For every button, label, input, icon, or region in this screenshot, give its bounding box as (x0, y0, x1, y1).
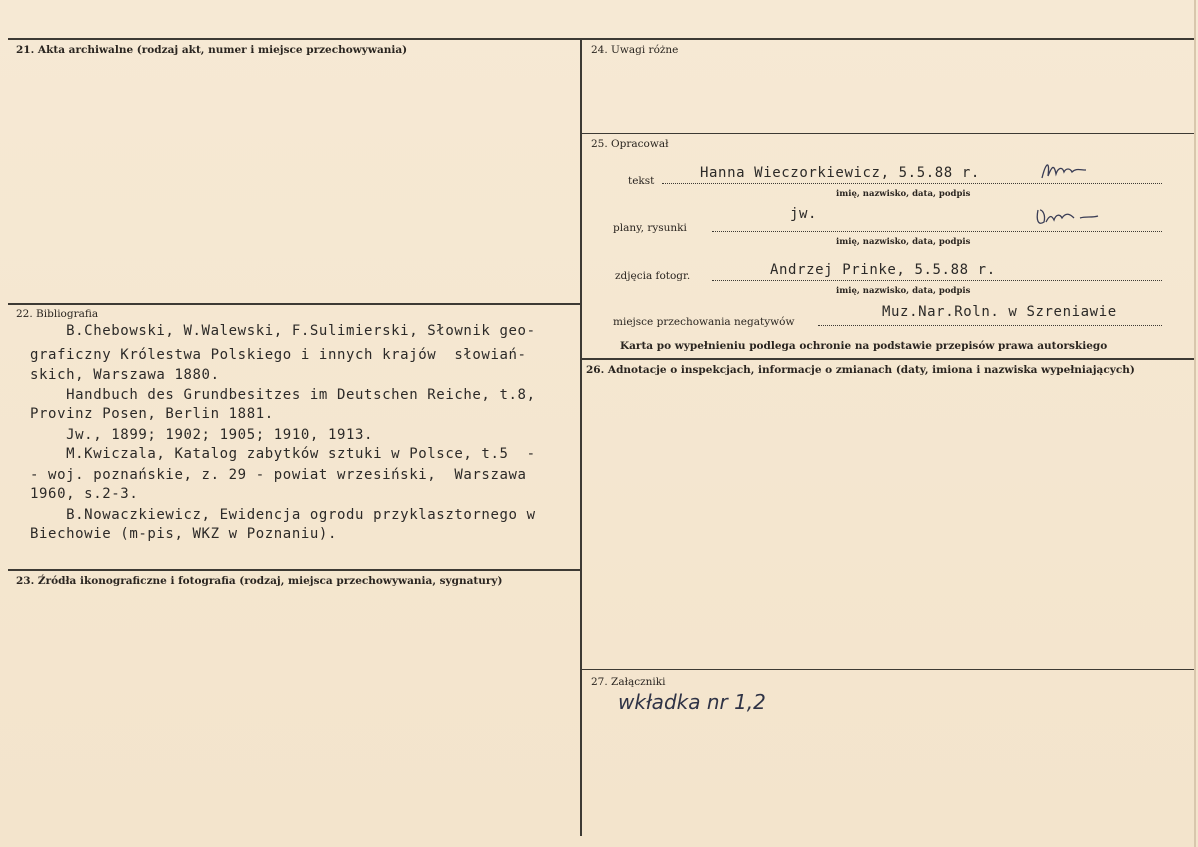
section-27-label: 27. Załączniki (591, 676, 666, 688)
section-25-label: 25. Opracował (591, 138, 669, 150)
copyright-note: Karta po wypełnieniu podlega ochronie na podstawie przepisów prawa autorskiego (620, 340, 1108, 352)
attachments-handwritten: wkładka nr 1,2 (618, 690, 766, 714)
divider-25-26 (582, 358, 1194, 360)
section-21-label: 21. Akta archiwalne (rodzaj akt, numer i miejsce przechowywania) (16, 44, 408, 56)
bibliography-line-6: Jw., 1899; 1902; 1905; 1910, 1913. (30, 427, 374, 443)
signature-scribble-2 (1034, 204, 1100, 230)
bibliography-line-5: Provinz Posen, Berlin 1881. (30, 406, 274, 422)
signature-plany (1034, 204, 1100, 230)
bibliography-line-3: skich, Warszawa 1880. (30, 367, 220, 383)
bibliography-line-4: Handbuch des Grundbesitzes im Deutschen Reiche, t.8, (30, 387, 536, 403)
bibliography-line-1: B.Chebowski, W.Walewski, F.Sulimierski, Słownik geo- (30, 323, 536, 339)
plany-line (712, 231, 1162, 232)
zdjecia-line (712, 280, 1162, 281)
zdjecia-value: Andrzej Prinke, 5.5.88 r. (770, 262, 996, 278)
tekst-label: tekst (628, 175, 655, 187)
center-divider (580, 38, 582, 836)
plany-label: plany, rysunki (613, 222, 687, 234)
negatywy-label: miejsce przechowania negatywów (613, 316, 795, 328)
zdjecia-label: zdjęcia fotogr. (615, 270, 691, 282)
bibliography-line-11: Biechowie (m-pis, WKZ w Poznaniu). (30, 526, 337, 542)
right-edge (1194, 0, 1196, 847)
negatywy-line (818, 325, 1162, 326)
zdjecia-caption: imię, nazwisko, data, podpis (836, 286, 971, 296)
divider-26-27 (582, 669, 1194, 670)
divider-21-22 (8, 303, 582, 305)
tekst-value: Hanna Wieczorkiewicz, 5.5.88 r. (700, 165, 980, 181)
bibliography-line-2: graficzny Królestwa Polskiego i innych krajów słowiań- (30, 347, 527, 363)
negatywy-value: Muz.Nar.Roln. w Szreniawie (882, 304, 1117, 320)
divider-22-23 (8, 569, 582, 571)
bibliography-line-10: B.Nowaczkiewicz, Ewidencja ogrodu przyklasztornego w (30, 507, 536, 523)
signature-scribble (1040, 158, 1088, 184)
divider-24-25 (582, 133, 1194, 134)
signature-tekst (1040, 158, 1088, 184)
bibliography-line-7: M.Kwiczala, Katalog zabytków sztuki w Polsce, t.5 - (30, 446, 536, 462)
bibliography-line-9: 1960, s.2-3. (30, 486, 139, 502)
section-24-label: 24. Uwagi różne (591, 44, 679, 56)
plany-caption: imię, nazwisko, data, podpis (836, 237, 971, 247)
section-26-label: 26. Adnotacje o inspekcjach, informacje o zmianach (daty, imiona i nazwiska wypełniających) (586, 364, 1135, 376)
section-23-label: 23. Źródła ikonograficzne i fotografia (rodzaj, miejsca przechowywania, sygnatury) (16, 575, 503, 587)
tekst-caption: imię, nazwisko, data, podpis (836, 189, 971, 199)
bibliography-line-8: - woj. poznańskie, z. 29 - powiat wrzesiński, Warszawa (30, 467, 527, 483)
top-border (8, 38, 1194, 40)
plany-value: jw. (790, 206, 818, 222)
section-22-label: 22. Bibliografia (16, 308, 99, 320)
